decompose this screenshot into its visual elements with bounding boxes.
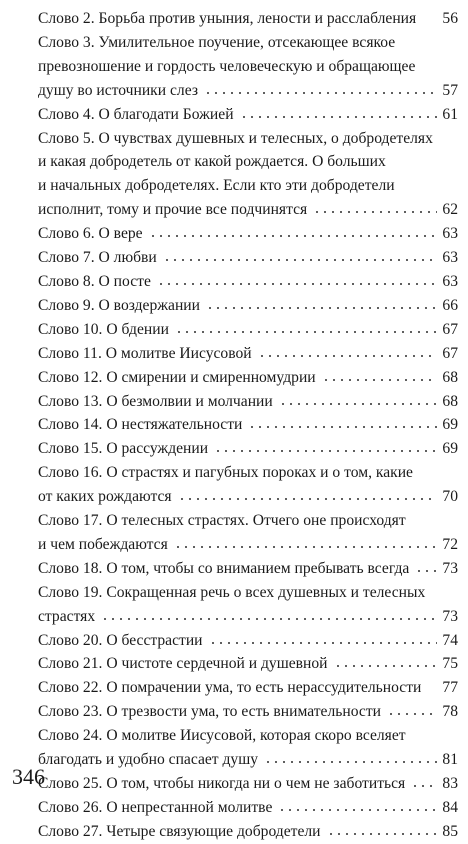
toc-entry-title-line: Слово 3. Умилительное поучение, отсекающее всякое (38, 33, 396, 51)
dot-leader (327, 832, 438, 836)
toc-entry-last-line (38, 796, 458, 820)
toc-entry-title-line: и начальных добродетелях. Если кто эти добродетели (38, 177, 395, 195)
dot-leader (178, 497, 438, 501)
dot-leader (264, 760, 437, 764)
toc-entry-last-line (38, 198, 458, 222)
page-number: 346 (12, 764, 45, 789)
toc-entry-title-line: Слово 21. О чистоте сердечной и душевной (38, 655, 328, 673)
toc-entry-page: 63 (442, 272, 458, 290)
toc-entry-last-line (38, 7, 458, 31)
toc-entry (38, 270, 458, 294)
dot-leader (175, 330, 437, 334)
toc-entry-last-line (38, 772, 458, 796)
dot-leader (240, 115, 438, 119)
dot-leader (248, 425, 437, 429)
dot-leader (204, 91, 437, 95)
toc-entry-page: 68 (442, 392, 458, 410)
toc-entry (38, 103, 458, 127)
dot-leader (415, 569, 437, 573)
toc-entry-page: 67 (442, 344, 458, 362)
toc-entry (38, 413, 458, 437)
toc-entry-title-line: Слово 22. О помрачении ума, то есть нерассудительности (38, 679, 422, 697)
toc-entry-page: 69 (442, 416, 458, 434)
toc-entry-last-line (38, 366, 458, 390)
toc-entry-last-line (38, 820, 458, 844)
toc-entry-page: 67 (442, 320, 458, 338)
toc-entry-title-line: Слово 23. О трезвости ума, то есть внимательности (38, 703, 381, 721)
toc-entry-title-line: и какая добродетель от какой рождается. О больших (38, 153, 386, 171)
toc-entry-page: 73 (442, 559, 458, 577)
toc-entry-title-line: Слово 17. О телесных страстях. Отчего оне происходят (38, 512, 406, 530)
toc-entry-title-line: Слово 18. О том, чтобы со вниманием пребывать всегда (38, 559, 410, 577)
toc-entry (38, 222, 458, 246)
toc-entry (38, 557, 458, 581)
toc-entry-title-line: Слово 24. О молитве Иисусовой, которая скоро вселяет (38, 727, 406, 745)
dot-leader (313, 210, 437, 214)
dot-leader (174, 545, 438, 549)
toc-entry-last-line (38, 676, 458, 700)
toc-entry-last-line (38, 557, 458, 581)
toc-entry-title-line: Слово 13. О безмолвии и молчании (38, 392, 273, 410)
toc-entry (38, 342, 458, 366)
toc-entry-page: 83 (442, 775, 458, 792)
toc-entry-title-line: Слово 20. О бесстрастии (38, 631, 203, 649)
toc-entry-page: 77 (442, 679, 458, 697)
toc-entry-page: 74 (442, 631, 458, 649)
toc-entry-page: 81 (442, 751, 458, 769)
toc-entry-last-line (38, 437, 458, 461)
toc-entry-last-line (38, 222, 458, 246)
toc-entry-title-line: Слово 14. О нестяжательности (38, 416, 243, 434)
toc-entry-last-line (38, 342, 458, 366)
toc-entry-page: 73 (442, 607, 458, 625)
toc-entry-page: 68 (442, 368, 458, 386)
toc-entry (38, 700, 458, 724)
toc-entry-title-line: Слово 16. О страстях и пагубных пороках и о том, какие (38, 464, 413, 482)
toc-entry-title-line: Слово 7. О любви (38, 249, 157, 267)
toc-entry-title-line: Слово 19. Сокращенная речь о всех душевных и телесных (38, 583, 426, 601)
dot-leader (334, 664, 438, 668)
toc-entry-title-line: Слово 25. О том, чтобы никогда ни о чем не заботиться (38, 775, 406, 792)
toc-entry-last-line (38, 246, 458, 270)
toc-entry-title-line: Слово 5. О чувствах душевных и телесных, о добродетелях (38, 129, 433, 147)
toc-entry (38, 652, 458, 676)
toc-entry (38, 294, 458, 318)
toc-entry-last-line (38, 700, 458, 724)
dot-leader (206, 306, 437, 310)
dot-leader (101, 617, 437, 621)
toc-entry-page: 57 (442, 81, 458, 99)
dot-leader (149, 234, 438, 238)
toc-entry-title-line: страстях (38, 607, 96, 625)
toc-entry (38, 796, 458, 820)
toc-entry-last-line (38, 533, 458, 557)
dot-leader (387, 712, 437, 716)
toc-entry (38, 318, 458, 342)
toc-entry-title-line: Слово 10. О бдении (38, 320, 169, 338)
dot-leader (157, 282, 438, 286)
toc-entry-title-line: душу во источники слез (38, 81, 198, 99)
toc-entry (38, 676, 458, 700)
toc-entry-title-line: Слово 9. О воздержании (38, 296, 200, 314)
toc-entry-title-line: Слово 4. О благодати Божией (38, 105, 234, 123)
toc-entry-page: 84 (442, 798, 458, 816)
toc-entry-title-line: Слово 11. О молитве Иисусовой (38, 344, 252, 362)
toc-entry-title-line: Слово 6. О вере (38, 225, 143, 243)
toc-entry-page: 72 (442, 535, 458, 553)
toc-entry (38, 366, 458, 390)
toc-entry-last-line (38, 79, 458, 103)
toc-entry-title-line: от каких рождаются (38, 488, 172, 506)
toc-entry-page: 63 (442, 249, 458, 267)
dot-leader (278, 808, 437, 812)
dot-leader (322, 378, 438, 382)
toc-entry (38, 246, 458, 270)
toc-entry-title-line: превозношение и гордость человеческую и обращающее (38, 57, 416, 75)
dot-leader (163, 258, 438, 262)
toc-entry (38, 7, 458, 31)
toc-entry-title-line: Слово 2. Борьба против уныния, лености и расслабления (38, 10, 417, 27)
dot-leader (258, 354, 438, 358)
toc-entry-page: 75 (442, 655, 458, 673)
toc-entry (38, 724, 458, 772)
toc-entry-title-line: Слово 15. О рассуждении (38, 440, 209, 458)
toc-entry-last-line (38, 748, 458, 772)
toc-entry (38, 509, 458, 557)
toc-entry-last-line (38, 629, 458, 653)
toc-entry-page: 61 (442, 105, 458, 123)
toc-entry-title-line: Слово 12. О смирении и смиренномудрии (38, 368, 316, 386)
toc-entry-last-line (38, 294, 458, 318)
toc-entry-page: 78 (442, 703, 458, 721)
toc-entry (38, 437, 458, 461)
toc-entry-page: 62 (442, 201, 458, 219)
dot-leader (411, 784, 437, 788)
toc-entry (38, 581, 458, 629)
toc-entry (38, 390, 458, 414)
toc-entry (38, 461, 458, 509)
toc-entry-last-line (38, 605, 458, 629)
toc-entry-last-line (38, 270, 458, 294)
toc-entry-last-line (38, 413, 458, 437)
toc-entry-page: 69 (442, 440, 458, 458)
toc-entry-title-line: Слово 27. Четыре связующие добродетели (38, 822, 321, 840)
dot-leader (209, 641, 438, 645)
toc-entry-page: 63 (442, 225, 458, 243)
toc-entry-last-line (38, 485, 458, 509)
toc-entry (38, 820, 458, 844)
table-of-contents (38, 7, 458, 844)
toc-entry-title-line: Слово 26. О непрестанной молитве (38, 798, 273, 816)
toc-entry (38, 127, 458, 223)
toc-entry-last-line (38, 652, 458, 676)
dot-leader (214, 449, 437, 453)
toc-entry (38, 31, 458, 103)
toc-entry-last-line (38, 318, 458, 342)
toc-entry-page: 85 (442, 822, 458, 840)
toc-entry-page: 56 (442, 10, 458, 27)
toc-entry (38, 629, 458, 653)
toc-entry (38, 772, 458, 796)
toc-entry-title-line: и чем побеждаются (38, 535, 168, 553)
dot-leader (279, 402, 438, 406)
toc-entry-last-line (38, 390, 458, 414)
toc-entry-title-line: исполнит, тому и прочие все подчинятся (38, 201, 308, 219)
toc-entry-page: 70 (442, 488, 458, 506)
toc-entry-last-line (38, 103, 458, 127)
toc-entry-title-line: благодать и удобно спасает душу (38, 751, 259, 769)
toc-entry-page: 66 (442, 296, 458, 314)
toc-entry-title-line: Слово 8. О посте (38, 272, 151, 290)
